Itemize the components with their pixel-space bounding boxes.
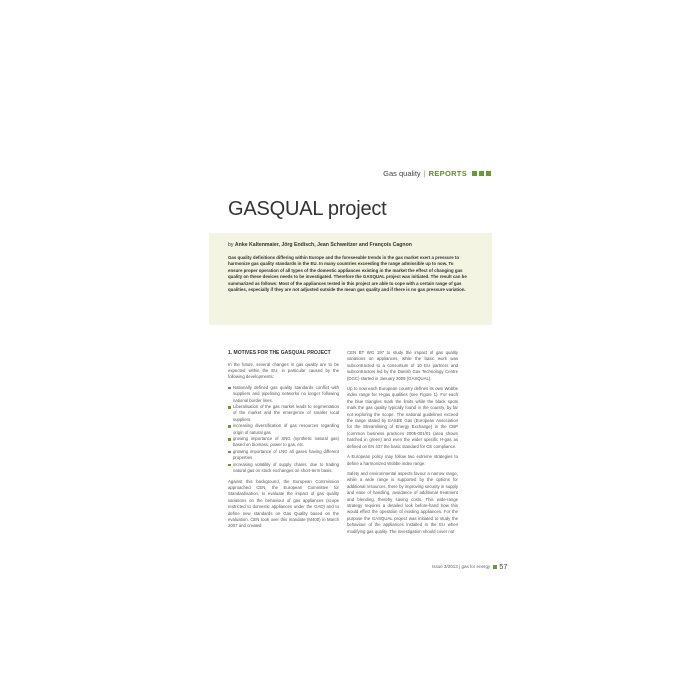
paragraph: Safety and environmental aspects favour a narrow range, while a wide range is supported by the options for additional resources, there by improving security in supply and ease of handling, avoidance of additional treatment and blending, thereby saving costs. This wide-range strategy requires a detailed look before-hand how this would effect the operation of existing appliances. For the purpose the GASQUAL project was initiated to study the behaviour of the appliances installed in the EU when modifying gas quality. The investigation should cover not — [347, 470, 458, 534]
section-heading: 1. MOTIVES FOR THE GASQUAL PROJECT — [228, 350, 331, 356]
squares-icon — [472, 171, 491, 176]
column-right — [347, 350, 458, 539]
list-item: increasing diversification of gas resources regarding origin of natural gas — [228, 423, 339, 436]
category-label: Gas quality — [383, 169, 421, 178]
page-footer — [432, 562, 508, 571]
paragraph: CEN BT WG 197 to study the impact of gas quality variations on appliances, while the basic work was subcontracted to a consortium of 10 EU partners and subcontractors led by the Danish Gas Technology Centre (DGC) started in January 2009 (GASQUAL). — [347, 350, 458, 381]
paragraph: A European policy may follow two extreme strategies to define a harmonized Wobbe index range: — [347, 454, 458, 466]
paragraph: Against this background, the European Commission approached CEN, the European Committee for Standardisation, to evaluate the impact of gas quality variations on the behaviour of gas appliances (scope restricted to domestic appliances under the GAD) and to define new standards on Gas Quality based on the evaluation. CEN took over this mandate (M400) in March 2007 and created — [228, 478, 339, 529]
list-item: Nationally defined gas quality standards conflict with suppliers and pipelining networks no longer following national border lines. — [228, 385, 339, 404]
column-left — [228, 350, 339, 534]
section-header — [383, 169, 491, 178]
paragraph: In the future, several changes in gas quality are to be expected within the EU, in particular caused by the following developments: — [228, 361, 339, 380]
article-title: GASQUAL project — [228, 198, 387, 220]
bullet-list — [228, 385, 339, 475]
issue-label: Issue 3/2013 | gas for energy — [432, 564, 491, 569]
list-item: increasing volatility of supply chains, due to trading natural gas on stock exchanges on short-term basis. — [228, 462, 339, 475]
byline-authors: Anke Kaltenmaier, Jörg Endisch, Jean Schweitzer and François Cagnon — [234, 242, 412, 248]
byline — [228, 242, 412, 248]
header-separator: | — [423, 169, 426, 178]
abstract-text — [228, 255, 468, 293]
section-label: REPORTS — [428, 169, 467, 178]
page-number: 57 — [499, 562, 508, 571]
square-icon — [493, 565, 497, 569]
list-item: growing importance of LNG all gases having different properties — [228, 449, 339, 462]
list-item: growing importance of SNG (synthetic natural gas) based on biomass, power to gas, etc. — [228, 436, 339, 449]
paragraph: Up to now each European country defines its own Wobbe index range for H-gas qualities (see Figure 1). For each the blue triangles mark the limits while the black spots mark the gas quality typically found in the country, by far not exploring the scope. The national guidelines exceed the range stated by EASEE Gas (European Association for the Streamlining of Energy Exchange) in the CBP (common business practices 2005-001/01 (area shown hatched in green) and even the wider specific H-gas as defined on EN 437 the basic standard for CE compliance. — [347, 386, 458, 449]
abstract-paragraph: Gas quality definitions differing within Europe and the foreseeable trends in the gas market exert a pressure to harmonize gas quality standards in the EU. In many countries exceeding the range admissible up to now. To ensure proper operation of all types of the domestic appliances existing in the market the effect of changing gas quality on these devices needs to be investigated. Therefore the GASQUAL project was initiated. The result can be summarized as follows: Most of the appliances tested in this project are able to cope with a certain range of gas qualities, especially if they are not adjusted outside the mean gas quality and if there is no gas pressure variation. — [228, 255, 467, 293]
list-item: Liberalisation of the gas market leads to segmentation of the market and the emergence of smaller local suppliers. — [228, 404, 339, 423]
byline-prefix: by — [228, 242, 235, 248]
